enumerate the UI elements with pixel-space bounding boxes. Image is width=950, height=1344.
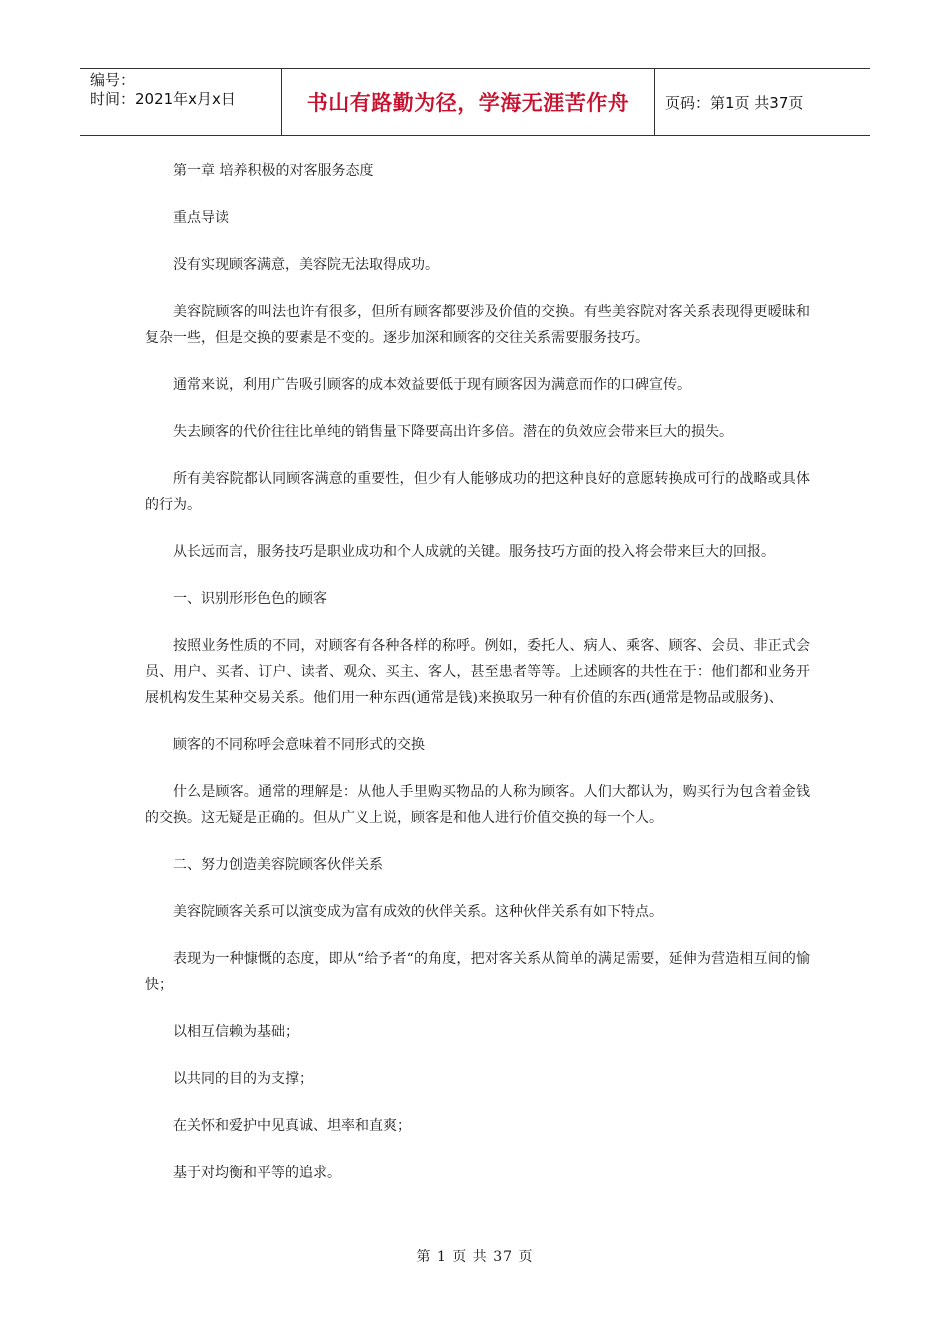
header-page-info: 页码：第1页 共37页	[665, 94, 804, 112]
section-label: 重点导读	[173, 210, 229, 226]
body-paragraph: 按照业务性质的不同，对顾客有各种各样的称呼。例如，委托人、病人、乘客、顾客、会员、非正式会员、用户、买者、订户、读者、观众、买主、客人，甚至患者等等。上述顾客的共性在于：他们都和业务开展机构发生某种交易关系。他们用一种东西(通常是钱)来换取另一种有价值的东西(通常是物品或服务)、	[145, 638, 810, 706]
document-body	[145, 158, 810, 1207]
body-paragraph: 美容院顾客关系可以演变成为富有成效的伙伴关系。这种伙伴关系有如下特点。	[173, 904, 663, 920]
body-paragraph: 通常来说，利用广告吸引顾客的成本效益要低于现有顾客因为满意而作的口碑宣传。	[173, 377, 691, 393]
header-divider-right	[654, 69, 655, 135]
section-heading: 一、识别形形色色的顾客	[173, 591, 327, 607]
body-paragraph: 没有实现顾客满意，美容院无法取得成功。	[173, 257, 439, 273]
list-item: 基于对均衡和平等的追求。	[173, 1165, 341, 1181]
body-paragraph: 表现为一种慷慨的态度，即从“给予者“的角度，把对客关系从简单的满足需要，延伸为营造相互间的愉快；	[145, 951, 810, 993]
body-paragraph: 所有美容院都认同顾客满意的重要性，但少有人能够成功的把这种良好的意愿转换成可行的战略或具体的行为。	[145, 471, 810, 513]
page-footer: 第 1 页 共 37 页	[416, 1249, 534, 1265]
document-number-label: 编号：	[90, 71, 136, 89]
section-heading: 二、努力创造美容院顾客伙伴关系	[173, 857, 383, 873]
list-item: 在关怀和爱护中见真诚、坦率和直爽；	[173, 1118, 411, 1134]
body-paragraph: 美容院顾客的叫法也许有很多，但所有顾客都要涉及价值的交换。有些美容院对客关系表现得更暧昧和复杂一些，但是交换的要素是不变的。逐步加深和顾客的交往关系需要服务技巧。	[145, 304, 810, 346]
list-item: 以共同的目的为支撑；	[173, 1071, 313, 1087]
body-paragraph: 顾客的不同称呼会意味着不同形式的交换	[173, 737, 425, 753]
body-paragraph: 什么是顾客。通常的理解是：从他人手里购买物品的人称为顾客。人们大都认为，购买行为包含着金钱的交换。这无疑是正确的。但从广义上说，顾客是和他人进行价值交换的每一个人。	[145, 784, 810, 826]
list-item: 以相互信赖为基础；	[173, 1024, 299, 1040]
page-header	[80, 68, 870, 136]
body-paragraph: 从长远而言，服务技巧是职业成功和个人成就的关键。服务技巧方面的投入将会带来巨大的回报。	[173, 544, 775, 560]
header-meta	[90, 71, 280, 109]
chapter-title: 第一章 培养积极的对客服务态度	[173, 163, 374, 179]
document-date: 时间：2021年x月x日	[90, 90, 236, 108]
body-paragraph: 失去顾客的代价往往比单纯的销售量下降要高出许多倍。潜在的负效应会带来巨大的损失。	[173, 424, 733, 440]
header-motto: 书山有路勤为径，学海无涯苦作舟	[306, 91, 630, 115]
